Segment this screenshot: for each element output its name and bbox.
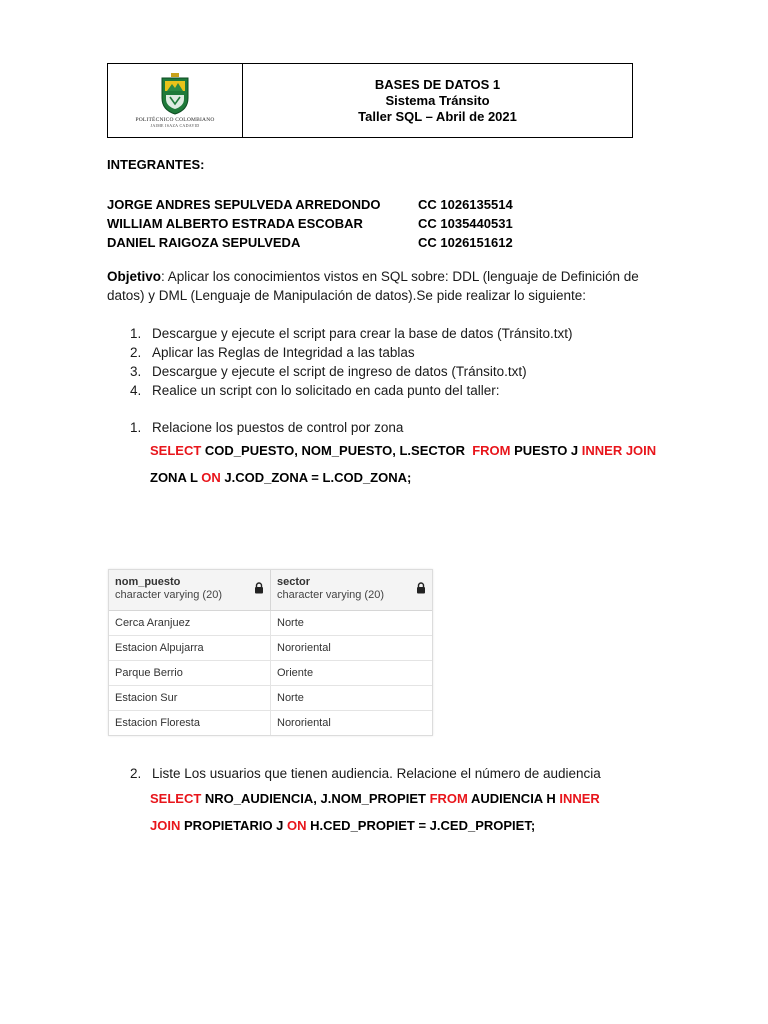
list-text: Liste Los usuarios que tienen audiencia. Relacione el número de audiencia xyxy=(152,766,601,781)
sql-line xyxy=(150,464,656,491)
table-cell: Estacion Floresta xyxy=(109,711,271,735)
sql-keyword: SELECT xyxy=(150,443,202,458)
objective-label: Objetivo xyxy=(107,269,162,284)
sql-query-2 xyxy=(150,785,600,839)
list-number: 1. xyxy=(130,420,142,435)
member-row xyxy=(107,214,527,233)
sql-text: PUESTO J xyxy=(510,443,582,458)
sql-keyword: FROM xyxy=(472,443,511,458)
sql-text: ZONA L xyxy=(150,470,202,485)
list-item xyxy=(130,362,572,381)
sql-text: PROPIETARIO J xyxy=(180,818,288,833)
list-text: Relacione los puestos de control por zona xyxy=(152,420,404,435)
sql-query-1 xyxy=(150,437,656,491)
list-item xyxy=(130,343,572,362)
column-type: character varying (20) xyxy=(277,589,384,601)
sql-text: NRO_AUDIENCIA, J.NOM_PROPIET xyxy=(201,791,430,806)
table-cell: Oriente xyxy=(277,667,314,679)
sql-keyword: ON xyxy=(201,470,221,485)
table-row xyxy=(109,636,432,661)
table-row xyxy=(109,611,432,636)
list-text: Realice un script con lo solicitado en cada punto del taller: xyxy=(152,383,500,398)
logo-name: POLITÉCNICO COLOMBIANO xyxy=(135,117,215,123)
table-cell: Nororiental xyxy=(277,642,331,654)
workshop-title: Taller SQL – Abril de 2021 xyxy=(358,108,517,124)
sql-keyword: INNER xyxy=(559,791,600,806)
sql-line xyxy=(150,812,600,839)
list-text: Aplicar las Reglas de Integridad a las tablas xyxy=(152,345,415,360)
table-cell: Nororiental xyxy=(277,717,331,729)
list-item xyxy=(130,324,572,343)
lock-icon xyxy=(416,582,426,594)
list-item xyxy=(130,381,572,400)
table-cell: Norte xyxy=(277,617,304,629)
system-title: Sistema Tránsito xyxy=(385,92,490,108)
list-number: 1. xyxy=(130,326,142,341)
member-name: DANIEL RAIGOZA SEPULVEDA xyxy=(107,235,301,250)
member-row xyxy=(107,195,527,214)
list-number: 3. xyxy=(130,364,142,379)
sql-keyword: FROM xyxy=(429,791,468,806)
list-text: Descargue y ejecute el script para crear la base de datos (Tránsito.txt) xyxy=(152,326,573,341)
list-item xyxy=(130,764,601,783)
table-cell: Estacion Alpujarra xyxy=(109,636,271,660)
list-item xyxy=(130,418,403,437)
table-cell: Parque Berrio xyxy=(109,661,271,685)
result-grid xyxy=(108,569,433,736)
column-header[interactable] xyxy=(271,570,432,610)
objective-paragraph xyxy=(107,267,667,305)
member-cc: CC 1026151612 xyxy=(418,235,513,250)
sql-line xyxy=(150,437,656,464)
sql-keyword: ON xyxy=(287,818,307,833)
column-name: nom_puesto xyxy=(115,576,181,588)
header-table xyxy=(107,63,633,138)
list-text: Descargue y ejecute el script de ingreso de datos (Tránsito.txt) xyxy=(152,364,527,379)
list-number: 2. xyxy=(130,345,142,360)
objective-text: : Aplicar los conocimientos vistos en SQL sobre: DDL (lenguaje de Definición de datos) y DML (Lenguaje de Manipulación de datos).Se pide realizar lo siguiente: xyxy=(107,269,639,303)
column-header[interactable] xyxy=(109,570,271,610)
sql-text: AUDIENCIA H xyxy=(467,791,560,806)
list-number: 2. xyxy=(130,766,142,781)
sql-text: H.CED_PROPIET = J.CED_PROPIET; xyxy=(306,818,536,833)
sql-line xyxy=(150,785,600,812)
shield-logo-icon xyxy=(160,73,190,115)
column-name: sector xyxy=(277,576,311,588)
table-row xyxy=(109,661,432,686)
table-row xyxy=(109,711,432,735)
sql-text: J.COD_ZONA = L.COD_ZONA; xyxy=(220,470,412,485)
header-title-cell xyxy=(243,64,632,137)
list-number: 4. xyxy=(130,383,142,398)
logo-subtitle: JAIME ISAZA CADAVID xyxy=(150,123,200,128)
member-cc: CC 1026135514 xyxy=(418,197,513,212)
sql-keyword: SELECT xyxy=(150,791,202,806)
member-name: JORGE ANDRES SEPULVEDA ARREDONDO xyxy=(107,197,381,212)
members-list xyxy=(107,195,527,252)
question-2 xyxy=(130,764,601,783)
table-cell: Cerca Aranjuez xyxy=(109,611,271,635)
steps-list xyxy=(130,324,572,400)
table-cell: Estacion Sur xyxy=(109,686,271,710)
sql-keyword: INNER JOIN xyxy=(581,443,657,458)
question-1 xyxy=(130,418,403,437)
logo-cell xyxy=(108,64,243,137)
member-row xyxy=(107,233,527,252)
member-cc: CC 1035440531 xyxy=(418,216,513,231)
lock-icon xyxy=(254,582,264,594)
table-row xyxy=(109,686,432,711)
sql-text: COD_PUESTO, NOM_PUESTO, L.SECTOR xyxy=(201,443,473,458)
grid-header xyxy=(109,570,432,611)
table-cell: Norte xyxy=(277,692,304,704)
sql-keyword: JOIN xyxy=(150,818,181,833)
column-type: character varying (20) xyxy=(115,589,222,601)
member-name: WILLIAM ALBERTO ESTRADA ESCOBAR xyxy=(107,216,363,231)
integrantes-label: INTEGRANTES: xyxy=(107,157,205,172)
course-title: BASES DE DATOS 1 xyxy=(374,76,501,92)
